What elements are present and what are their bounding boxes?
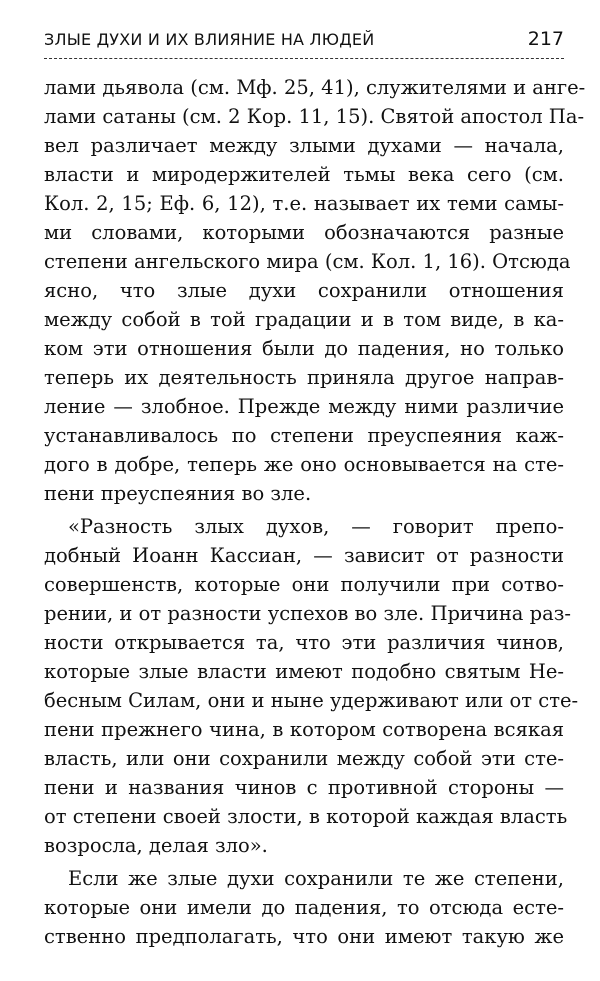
- text-line: совершенств, которые они получили при сотво-: [44, 573, 564, 596]
- text-line: от степени своей злости, в которой каждая власть: [44, 805, 568, 828]
- text-line: пени преуспеяния во зле.: [44, 482, 312, 505]
- text-line: пени прежнего чина, в котором сотворена всякая: [44, 718, 564, 741]
- text-line: возросла, делая зло».: [44, 834, 268, 857]
- running-header: [44, 28, 564, 59]
- text-line: ми словами, которыми обозначаются разные: [44, 221, 564, 244]
- text-line: теперь их деятельность приняла другое направ-: [44, 366, 564, 389]
- text-line: «Разность злых духов, — говорит препо-: [68, 515, 564, 538]
- text-line: добный Иоанн Кассиан, — зависит от разности: [44, 544, 564, 567]
- text-line: дого в добре, теперь же оно основывается на сте-: [44, 453, 564, 476]
- text-line: лами дьявола (см. Мф. 25, 41), служителями и анге-: [44, 76, 586, 99]
- text-line: власть, или они сохранили между собой эти сте-: [44, 747, 564, 770]
- text-line: рении, и от разности успехов во зле. Причина раз-: [44, 602, 571, 625]
- text-line: ясно, что злые духи сохранили отношения: [44, 279, 564, 302]
- paragraph-1: [44, 73, 586, 508]
- paragraph-2: [44, 512, 579, 860]
- text-line: которые они имели до падения, то отсюда есте-: [44, 896, 564, 919]
- page-number: 217: [527, 28, 564, 50]
- text-line: между собой в той градации и в том виде, в ка-: [44, 308, 564, 331]
- text-line: Кол. 2, 15; Еф. 6, 12), т.е. называет их теми самы-: [44, 192, 564, 215]
- text-line: ности открывается та, что эти различия чинов,: [44, 631, 564, 654]
- text-line: вел различает между злыми духами — начала,: [44, 134, 564, 157]
- text-line: которые злые власти имеют подобно святым Не-: [44, 660, 564, 683]
- paragraph-3: [44, 864, 564, 951]
- text-line: ственно предполагать, что они имеют такую же: [44, 925, 564, 948]
- text-line: ление — злобное. Прежде между ними различие: [44, 395, 564, 418]
- text-line: власти и миродержителей тьмы века сего (см.: [44, 163, 564, 186]
- text-line: пени и названия чинов с противной стороны —: [44, 776, 564, 799]
- text-line: устанавливалось по степени преуспеяния каж-: [44, 424, 564, 447]
- book-page: [44, 28, 586, 958]
- body-text: [44, 73, 586, 951]
- text-line: ком эти отношения были до падения, но только: [44, 337, 564, 360]
- text-line: бесным Силам, они и ныне удерживают или от сте-: [44, 689, 579, 712]
- running-title: ЗЛЫЕ ДУХИ И ИХ ВЛИЯНИЕ НА ЛЮДЕЙ: [44, 30, 375, 49]
- text-line: лами сатаны (см. 2 Кор. 11, 15). Святой апостол Па-: [44, 105, 585, 128]
- text-line: Если же злые духи сохранили те же степени,: [68, 867, 564, 890]
- text-line: степени ангельского мира (см. Кол. 1, 16). Отсюда: [44, 250, 571, 273]
